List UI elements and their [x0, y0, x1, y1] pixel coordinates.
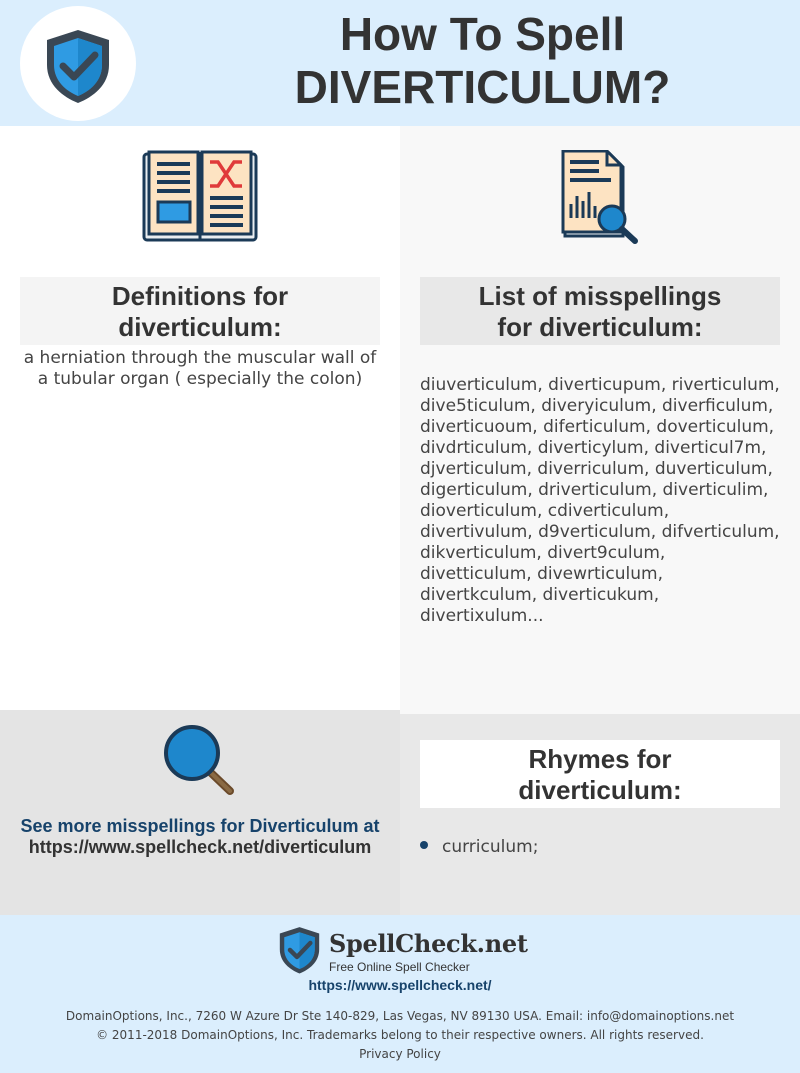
misspellings-heading	[420, 277, 780, 345]
definitions-panel	[0, 126, 400, 710]
title-line-1: How To Spell	[339, 8, 626, 60]
open-book-icon	[142, 150, 258, 244]
definitions-heading-line-2: diverticulum:	[118, 312, 282, 342]
definition-text: a herniation through the muscular wall of a tubular organ ( especially the colon)	[23, 348, 377, 389]
rhymes-heading-line-1: Rhymes for	[528, 744, 672, 774]
see-more-panel	[0, 710, 400, 915]
title-line-2: DIVERTICULUM?	[294, 61, 671, 113]
footer-address: DomainOptions, Inc., 7260 W Azure Dr Ste 140-829, Las Vegas, NV 89130 USA. Email: info@domainoptions.net	[65, 1009, 735, 1023]
privacy-policy-link[interactable]: Privacy Policy	[359, 1047, 441, 1061]
footer-info	[0, 1007, 800, 1064]
misspellings-panel	[400, 126, 800, 714]
definitions-heading	[20, 277, 380, 345]
page-footer	[0, 915, 800, 1073]
magnifier-icon	[162, 724, 238, 798]
rhymes-heading-line-2: diverticulum:	[518, 775, 682, 805]
page-header	[0, 0, 800, 126]
footer-url-link[interactable]: https://www.spellcheck.net/	[308, 977, 492, 993]
rhymes-heading	[420, 740, 780, 808]
rhyme-word: curriculum;	[442, 837, 539, 857]
shield-check-icon[interactable]	[276, 925, 323, 975]
see-more-label: See more misspellings for Diverticulum at	[20, 816, 380, 836]
see-more-url[interactable]: https://www.spellcheck.net/diverticulum	[28, 837, 372, 857]
footer-copyright: © 2011-2018 DomainOptions, Inc. Trademarks belong to their respective owners. All rights reserved.	[96, 1028, 704, 1042]
list-item	[420, 837, 538, 858]
footer-brand[interactable]: SpellCheck.net	[329, 929, 528, 958]
footer-tagline: Free Online Spell Checker	[329, 960, 470, 974]
bullet-icon	[420, 841, 428, 849]
rhymes-panel	[400, 714, 800, 915]
see-more-link[interactable]	[20, 816, 380, 858]
shield-check-icon	[41, 27, 115, 105]
document-magnifier-icon	[561, 150, 639, 244]
page-title	[165, 8, 800, 114]
logo[interactable]	[20, 6, 136, 121]
definitions-heading-line-1: Definitions for	[111, 281, 289, 311]
misspellings-heading-line-2: for diverticulum:	[497, 312, 703, 342]
misspellings-heading-line-1: List of misspellings	[478, 281, 722, 311]
misspellings-list: diuverticulum, diverticupum, riverticulum, dive5ticulum, diveryiculum, diverficulum, diverticuoum, diferticulum, doverticulum, divdrticulum, diverticylum, diverticul7m, djverticulum, diverriculum, duverticulum, digerticulum, driverticulum, diverticulim, dioverticulum, cdiverticulum, divertivulum, d9verticulum, difverticulum, dikverticulum, divert9culum, divetticulum, divewrticulum, divertkculum, diverticukum, divertixulum...	[420, 375, 780, 626]
